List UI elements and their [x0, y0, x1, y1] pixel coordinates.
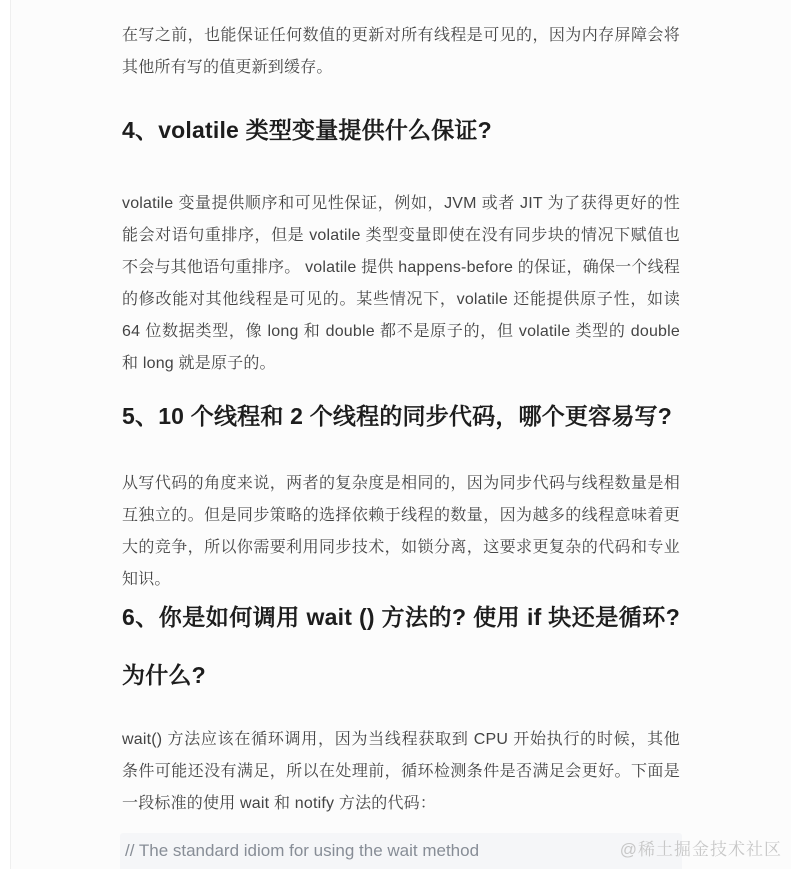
code-comment-line: // The standard idiom for using the wait method [125, 841, 480, 860]
section-heading-thread-sync-code: 5、10 个线程和 2 个线程的同步代码，哪个更容易写? [122, 403, 672, 429]
code-block [120, 833, 682, 869]
page-left-edge [0, 0, 11, 869]
section-paragraph-wait-method: wait() 方法应该在循环调用，因为当线程获取到 CPU 开始执行的时候，其他条件可能还没有满足，所以在处理前，循环检测条件是否满足会更好。下面是一段标准的使用 wait 和 notify 方法的代码： [122, 731, 680, 812]
intro-paragraph: 在写之前，也能保证任何数值的更新对所有线程是可见的，因为内存屏障会将其他所有写的值更新到缓存。 [122, 27, 680, 76]
section-heading-wait-method: 6、你是如何调用 wait () 方法的? 使用 if 块还是循环? 为什么? [122, 604, 680, 688]
watermark: @稀土掘金技术社区 [619, 840, 782, 859]
section-paragraph-volatile-guarantee: volatile 变量提供顺序和可见性保证，例如，JVM 或者 JIT 为了获得更好的性能会对语句重排序，但是 volatile 类型变量即使在没有同步块的情况下赋值也不会与其他语句重排序。 volatile 提供 happens-before 的保证，确保一个线程的修改能对其他线程是可见的。某些情况下，volatile 还能提供原子性，如读 64 位数据类型，像 long 和 double 都不是原子的，但 volatile 类型的 double 和 long 就是原子的。 [122, 195, 680, 372]
section-paragraph-thread-sync-code: 从写代码的角度来说，两者的复杂度是相同的，因为同步代码与线程数量是相互独立的。但是同步策略的选择依赖于线程的数量，因为越多的线程意味着更大的竞争，所以你需要利用同步技术，如锁分离，这要求更复杂的代码和专业知识。 [122, 475, 680, 588]
section-heading-volatile-guarantee: 4、volatile 类型变量提供什么保证? [122, 117, 492, 143]
